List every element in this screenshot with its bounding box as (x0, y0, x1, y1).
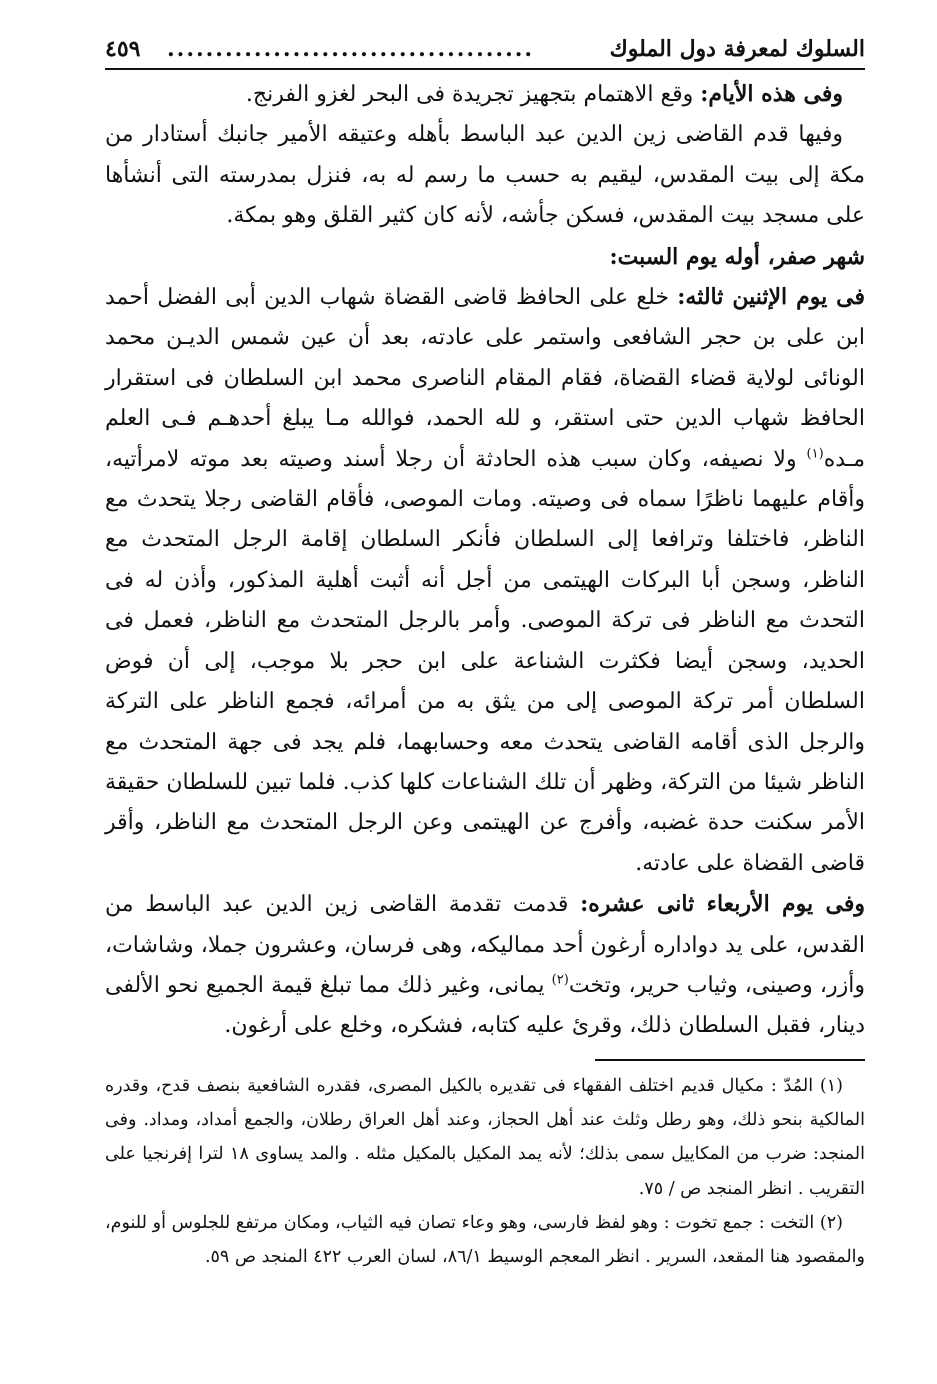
paragraph-text: وقع الاهتمام بتجهيز تجريدة فى البحر لغزو الفرنج. (245, 82, 701, 107)
footnote-marker: (١) (806, 446, 824, 462)
book-page (105, 30, 865, 1275)
footnote-takht: (٢) التخت : جمع تخوت : وهو لفظ فارسى، وهو وعاء تصان فيه الثياب، ومكان مرتفع للجلوس أو للنوم، والمقصود هنا المقعد، السرير . انظر المعجم الوسيط ٨٦/١، لسان العرب ٤٢٢ المنجد ص ٥٩. (105, 1212, 865, 1268)
paragraph-text: قدمت تقدمة القاضى زين الدين عبد الباسط من القدس، على يد دواداره أرغون أحد مماليكه، وهى فرسان، وعشرون جملا، وشاشات، وأزر، وصينى، وثياب حرير، وتخت (105, 892, 865, 998)
paragraph-text: يمانى، وغير ذلك مما تبلغ قيمة الجميع نحو الألفى دينار، فقبل السلطان ذلك، وقرئ عليه كتابه، فشكره، وخلع على أرغون. (105, 972, 865, 1039)
section-heading-safar: شهر صفر، أوله يوم السبت: (609, 243, 865, 270)
paragraph-ibn-hajar-robe (105, 277, 865, 884)
paragraph-crusade-preparation (105, 74, 865, 115)
paragraph-lead: وفى هذه الأيام: (700, 81, 843, 107)
main-text (105, 74, 865, 1047)
paragraph-text: وفيها قدم القاضى زين الدين عبد الباسط بأهله وعتيقه الأمير جانبك أستادار من مكة إلى بيت المقدس، ليقيم به حسب ما رسم له به، فنزل بمدرسته التى أنشأها على مسجد بيت المقدس، فسكن جأشه، لأنه كان كثير القلق وهو بمكة. (105, 122, 865, 229)
paragraph-text: خلع على الحافظ قاضى القضاة شهاب الدين أبى الفضل أحمد ابن على بن حجر الشافعى واستمر على عادته، بعد أن عين شمس الديـن محمد الونائى لولاية قضاء القضاة، فقام المقام الناصرى محمد ابن السلطان فى استقرار الحافظ شهاب الدين حتى استقر، و لله الحمد، فوالله مـا يبلغ أحدهـم فـى العلم مـده (105, 285, 865, 472)
paragraph-gift-from-jerusalem (105, 884, 865, 1047)
footnote-marker: (٢) (551, 972, 569, 988)
page-header (105, 30, 865, 70)
paragraph-lead: وفى يوم الأربعاء ثانى عشره: (580, 891, 865, 918)
footnotes (105, 1069, 865, 1275)
paragraph-lead: فى يوم الإثنين ثالثه: (677, 284, 865, 311)
leader-dots: ...................................... (167, 36, 535, 62)
running-title: السلوك لمعرفة دول الملوك (609, 36, 865, 62)
page-number: ٤٥٩ (105, 36, 141, 62)
footnote-mudd: (١) المُدّ : مكيال قديم اختلف الفقهاء فى تقديره بالكيل المصرى، فقدره الشافعية بنصف قدح، وقدره المالكية بنحو ذلك، وهو رطل وثلث عند أهل الحجاز، وعند أهل العراق رطلان، والجمع أمداد، ومداد. وفى المنجد: ضرب من المكاييل سمى بذلك؛ لأنه يمد المكيل بالمكيل مثله . والمد يساوى ١٨ لترا إفرنجيا على التقريب . انظر المنجد ص / ٧٥. (105, 1075, 865, 1199)
paragraph-abd-al-basit-arrival (105, 115, 865, 236)
footnote-divider (595, 1059, 865, 1061)
paragraph-text: ولا نصيفه، وكان سبب هذه الحادثة أن رجلا أسند وصيته بعد موته لامرأتيه، وأقام عليهما ناظرًا سماه فى وصيته. ومات الموصى، فأقام القاضى رجلا يتحدث مع الناظر، فاختلفا وترافعا إلى السلطان فأنكر السلطان إقامة الرجل المتحدث مع الناظر، وسجن أبا البركات الهيتمى من أجل أنه أثبت أهلية المذكور، وأذن له فى التحدث مع الناظر فى تركة الموصى. وأمر بالرجل المتحدث مع الناظر، فعمل فى الحديد، وسجن أيضا فكثرت الشناعة على ابن حجر بلا موجب، إلى أن فوض السلطان أمر تركة الموصى إلى من يثق به من أمرائه، فجمع الناظر على التركة والرجل الذى أقامه القاضى يتحدث معه وحسابهما، فلم يجد فى جهة المتحدث مع الناظر شيئا من التركة، وظهر أن تلك الشناعات كلها كذب. فلما تبين للسلطان حقيقة الأمر سكنت حدة غضبه، وأفرج عن الهيتمى وعن الرجل المتحدث مع الناظر، وأقر قاضى القضاة على عادته. (105, 446, 865, 876)
